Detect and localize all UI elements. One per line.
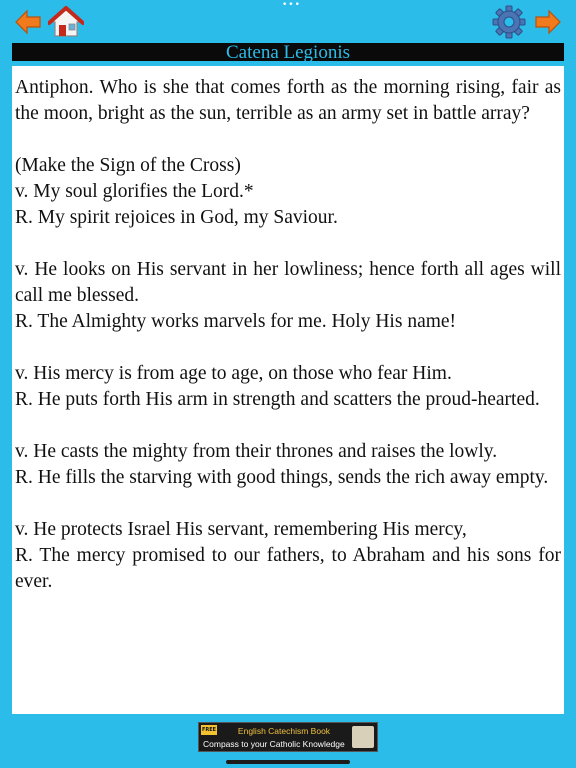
free-badge: FREE (201, 727, 217, 733)
verse-line: v. My soul glorifies the Lord.* (15, 181, 254, 202)
verse-line: v. He looks on His servant in her lowliness; hence forth all ages will call me blessed. (15, 259, 561, 306)
gear-icon (492, 5, 526, 39)
ad-subtitle: Compass to your Catholic Knowledge (203, 739, 345, 749)
verse-line: v. His mercy is from age to age, on those who fear Him. (15, 363, 452, 384)
home-button[interactable] (48, 5, 84, 39)
right-arrow-icon (534, 9, 562, 35)
verse-line: v. He protects Israel His servant, remembering His mercy, (15, 519, 467, 540)
ad-banner[interactable] (198, 722, 378, 752)
prayer-text-panel[interactable] (12, 66, 564, 714)
antiphon-line: Antiphon. Who is she that comes forth as the morning rising, fair as the moon, bright as the sun, terrible as an army set in battle array? (15, 77, 561, 124)
left-arrow-icon (14, 9, 42, 35)
book-cover-icon (352, 726, 374, 748)
response-line: R. My spirit rejoices in God, my Saviour. (15, 207, 338, 228)
response-line: R. He puts forth His arm in strength and scatters the proud-hearted. (15, 389, 540, 410)
settings-button[interactable] (492, 5, 526, 39)
verse-line: v. He casts the mighty from their thrones and raises the lowly. (15, 441, 498, 462)
back-button[interactable] (14, 9, 42, 35)
response-line: R. The mercy promised to our fathers, to Abraham and his sons for ever. (15, 545, 561, 592)
home-icon (48, 5, 84, 39)
top-toolbar (0, 0, 576, 44)
forward-button[interactable] (534, 9, 562, 35)
home-indicator[interactable] (226, 760, 350, 764)
response-line: R. He fills the starving with good things, sends the rich away empty. (15, 467, 549, 488)
instruction-line: (Make the Sign of the Cross) (15, 155, 241, 176)
ad-title: English Catechism Book (237, 726, 331, 736)
prayer-text (12, 66, 564, 595)
more-dots-icon[interactable]: ••• (282, 0, 301, 10)
page-title: Catena Legionis (12, 43, 564, 61)
response-line: R. The Almighty works marvels for me. Holy His name! (15, 311, 457, 332)
